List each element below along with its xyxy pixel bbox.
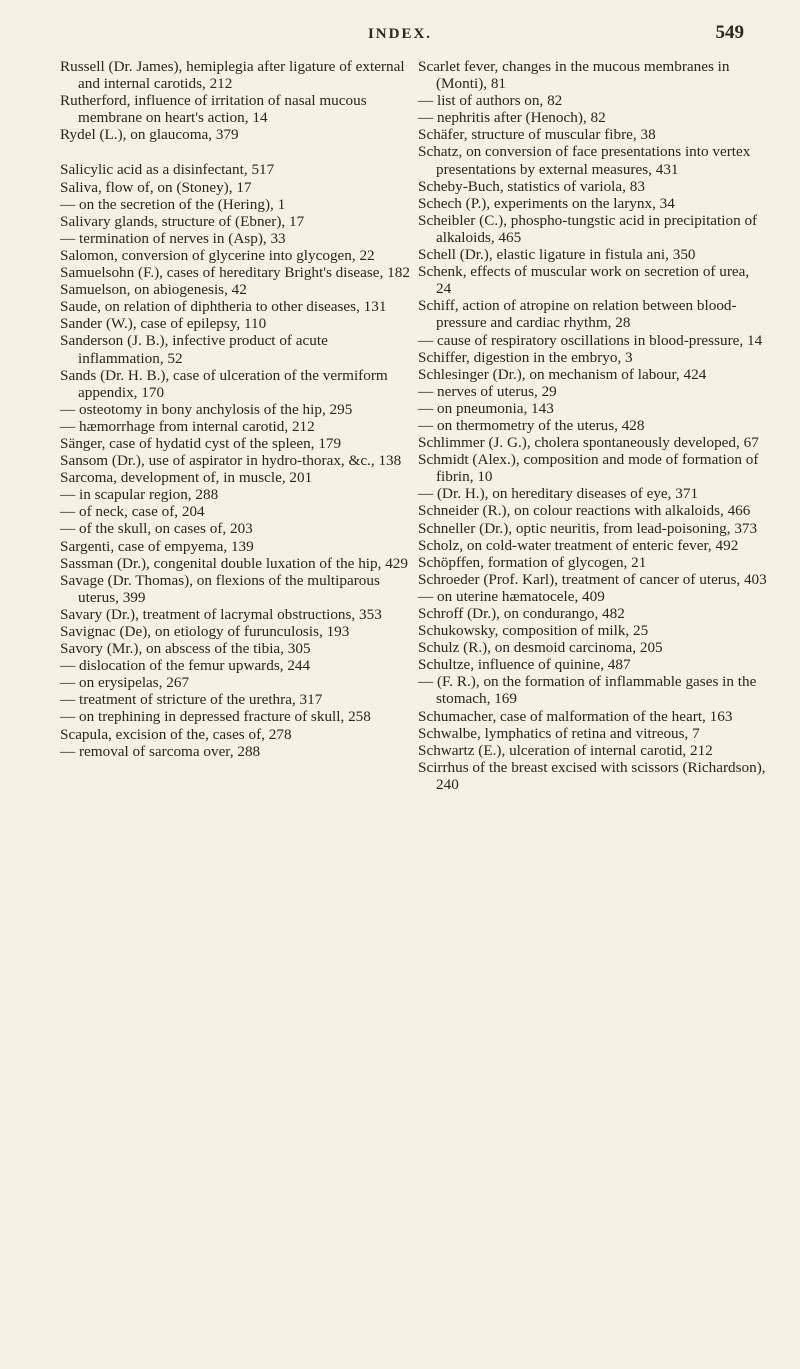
page-number: 549 xyxy=(715,22,744,43)
index-entry: Sassman (Dr.), congenital double luxation of the hip, 429 xyxy=(60,554,408,572)
index-entry: Schroff (Dr.), on condurango, 482 xyxy=(418,605,625,622)
index-entry: Schroeder (Prof. Karl), treatment of cancer of uterus, 403 xyxy=(418,570,767,588)
index-entry: — on pneumonia, 143 xyxy=(418,399,554,417)
index-entry: — (Dr. H.), on hereditary diseases of eye, 371 xyxy=(418,485,699,503)
index-entry: Sargenti, case of empyema, 139 xyxy=(60,537,254,555)
index-entry: Samuelson, on abiogenesis, 42 xyxy=(60,281,247,299)
index-entry: Rutherford, influence of irritation of nasal mucous membrane on heart's action, 14 xyxy=(60,92,367,127)
index-entry: Scholz, on cold-water treatment of enteric fever, 492 xyxy=(418,536,739,554)
section-gap xyxy=(60,143,412,161)
index-entry: — on trephining in depressed fracture of skull, 258 xyxy=(60,708,371,726)
index-entry: — termination of nerves in (Asp), 33 xyxy=(60,229,286,247)
index-entry: — dislocation of the femur upwards, 244 xyxy=(60,657,311,675)
index-entry: Saliva, flow of, on (Stoney), 17 xyxy=(60,178,252,196)
index-entry: — hæmorrhage from internal carotid, 212 xyxy=(60,417,315,435)
index-entry: — nerves of uterus, 29 xyxy=(418,382,557,400)
index-entry: Savory (Mr.), on abscess of the tibia, 305 xyxy=(60,640,311,658)
index-entry: Schiff, action of atropine on relation between blood-pressure and cardiac rhythm, 28 xyxy=(418,297,737,332)
index-entry: Saude, on relation of diphtheria to other diseases, 131 xyxy=(60,298,387,316)
index-entry: Salomon, conversion of glycerine into glycogen, 22 xyxy=(60,246,375,264)
index-entry: — on thermometry of the uterus, 428 xyxy=(418,416,645,434)
index-entry: Schenk, effects of muscular work on secretion of urea, 24 xyxy=(418,263,750,298)
index-entry: Sands (Dr. H. B.), case of ulceration of the vermiform appendix, 170 xyxy=(60,366,388,401)
index-column-left xyxy=(60,58,412,760)
index-entry: Schöpffen, formation of glycogen, 21 xyxy=(418,553,647,571)
index-entry: — nephritis after (Henoch), 82 xyxy=(418,109,606,127)
index-entry: Samuelsohn (F.), cases of hereditary Bright's disease, 182 xyxy=(60,264,410,282)
index-entry: — on uterine hæmatocele, 409 xyxy=(418,587,605,605)
index-column-right xyxy=(418,58,768,793)
running-title: INDEX. xyxy=(367,26,433,42)
index-entry: — osteotomy in bony anchylosis of the hip, 295 xyxy=(60,400,353,418)
index-entry: Schiffer, digestion in the embryo, 3 xyxy=(418,348,633,366)
index-entry: Schmidt (Alex.), composition and mode of formation of fibrin, 10 xyxy=(418,451,759,486)
index-entry: — in scapular region, 288 xyxy=(60,486,219,504)
index-entry: Schneller (Dr.), optic neuritis, from lead-poisoning, 373 xyxy=(418,519,758,537)
index-entry: Scheby-Buch, statistics of variola, 83 xyxy=(418,177,645,195)
index-entry: Schlesinger (Dr.), on mechanism of labour, 424 xyxy=(418,365,707,383)
index-entry: — treatment of stricture of the urethra, 317 xyxy=(60,691,323,709)
index-entry: Schumacher, case of malformation of the heart, 163 xyxy=(418,707,733,725)
index-entry: Scarlet fever, changes in the mucous membranes in (Monti), 81 xyxy=(418,58,730,93)
index-entry: Schultze, influence of quinine, 487 xyxy=(418,656,631,674)
index-entry: Russell (Dr. James), hemiplegia after ligature of external and internal carotids, 212 xyxy=(60,58,405,93)
index-entry: — on erysipelas, 267 xyxy=(60,674,190,692)
index-entry: — cause of respiratory oscillations in blood-pressure, 14 xyxy=(418,331,763,349)
index-entry: Sander (W.), case of epilepsy, 110 xyxy=(60,315,267,333)
index-entry: Salivary glands, structure of (Ebner), 17 xyxy=(60,212,305,230)
index-entry: Savignac (De), on etiology of furunculosis, 193 xyxy=(60,623,350,640)
index-entry: Schlimmer (J. G.), cholera spontaneously developed, 67 xyxy=(418,434,759,452)
index-entry: — on the secretion of the (Hering), 1 xyxy=(60,195,286,213)
index-group-r xyxy=(60,58,412,143)
index-entry: Schell (Dr.), elastic ligature in fistula ani, 350 xyxy=(418,246,696,264)
index-entry: Schulz (R.), on desmoid carcinoma, 205 xyxy=(418,639,663,657)
index-entry: Sarcoma, development of, in muscle, 201 xyxy=(60,469,313,487)
index-entry: Schech (P.), experiments on the larynx, 34 xyxy=(418,194,675,212)
index-entry: Schatz, on conversion of face presentations into vertex presentations by external measures, 431 xyxy=(418,143,751,178)
index-entry: Scapula, excision of the, cases of, 278 xyxy=(60,725,292,743)
index-entry: — list of authors on, 82 xyxy=(418,92,563,110)
index-entry: Savage (Dr. Thomas), on flexions of the multiparous uterus, 399 xyxy=(60,571,380,606)
index-entry: Schwalbe, lymphatics of retina and vitreous, 7 xyxy=(418,724,700,742)
index-entry: Scheibler (C.), phospho-tungstic acid in precipitation of alkaloids, 465 xyxy=(418,211,758,246)
index-entry: — removal of sarcoma over, 288 xyxy=(60,742,261,760)
index-entry: — (F. R.), on the formation of inflammable gases in the stomach, 169 xyxy=(418,673,757,708)
index-entry: Schäfer, structure of muscular fibre, 38 xyxy=(418,126,656,144)
index-entry: — of the skull, on cases of, 203 xyxy=(60,520,253,538)
index-entry: Schwartz (E.), ulceration of internal carotid, 212 xyxy=(418,741,713,759)
index-entry: Savary (Dr.), treatment of lacrymal obstructions, 353 xyxy=(60,605,382,623)
index-entry: Salicylic acid as a disinfectant, 517 xyxy=(60,161,275,179)
index-entry: Rydel (L.), on glaucoma, 379 xyxy=(60,126,239,144)
index-entry: Schneider (R.), on colour reactions with alkaloids, 466 xyxy=(418,502,751,520)
index-entry: Sänger, case of hydatid cyst of the spleen, 179 xyxy=(60,434,342,452)
index-entry: Scirrhus of the breast excised with scissors (Richardson), 240 xyxy=(418,758,766,793)
index-entry: Sanderson (J. B.), infective product of acute inflammation, 52 xyxy=(60,332,328,367)
index-group-s xyxy=(60,161,412,759)
index-entry: Schukowsky, composition of milk, 25 xyxy=(418,622,649,640)
page-header xyxy=(0,22,800,56)
index-entry: — of neck, case of, 204 xyxy=(60,503,205,521)
index-entry: Sansom (Dr.), use of aspirator in hydro-thorax, &c., 138 xyxy=(60,452,402,470)
